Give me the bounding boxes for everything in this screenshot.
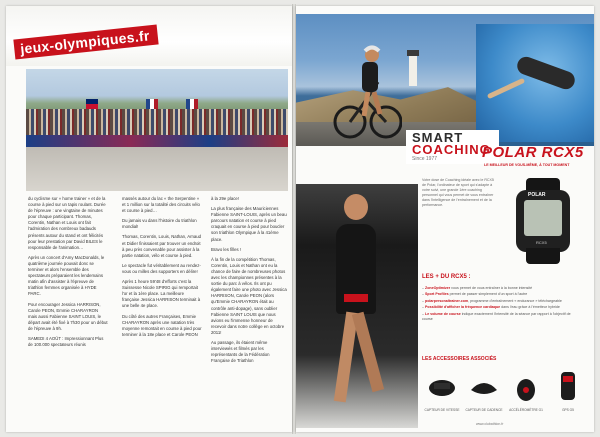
polar-tagline: LE MEILLEUR DE VOUS-MÊME, À TOUT MOMENT	[484, 163, 570, 167]
speed-sensor-icon	[426, 368, 458, 404]
course-barrier	[26, 135, 288, 147]
cyclist-figure	[332, 42, 402, 142]
cyclist-coastal-photo	[296, 14, 594, 146]
runner-leg	[352, 312, 384, 392]
watch-screen	[524, 200, 562, 236]
smart-text: SMART	[412, 130, 464, 145]
watch-strap	[526, 248, 560, 264]
header-banner	[6, 6, 292, 66]
feature-item: – Le volume de course indique exactement l'intensité de la séance par rapport à l'objectif de course	[422, 311, 571, 322]
french-flag-icon	[146, 99, 158, 109]
feature-item: – Possibilité d'afficher la fréquence cardiaque dans l'eau grâce à l'émetteur hybride	[422, 305, 560, 310]
features-list	[422, 286, 582, 323]
paragraph: Pour encourager Jessica HARRISON, Carole PEON, Emmie CHARAYRON mais aussi Fabienne SAINT LOUIS, le départ avait été fixé à 7h30 pour un début de l'épreuve à 9h.	[28, 301, 108, 331]
accessory-accelerometer	[506, 368, 546, 420]
feature-item: – ZoneOptimizer vous permet de vous entraîner à la bonne intensité	[422, 286, 533, 290]
product-model: RCX5	[541, 144, 584, 161]
article-column-3	[211, 196, 289, 368]
feature-item: – polarpersonaltrainer.com, programme d'entraînement « endurance » téléchargeable	[422, 298, 562, 303]
paragraph: Après un concert d'Amy MacDonalds, le quatrième journée pouvait donc se terminer et alors l'ensemble des spectateurs préparaient les lendemains matin afin d'assister à l'épreuve de triathlon femmes organisée à HYDE PARC.	[28, 254, 105, 297]
french-flag-icon	[186, 99, 198, 109]
accessory-label: CAPTEUR DE CADENCE	[465, 408, 503, 412]
paragraph: Bravo les filles !	[211, 246, 242, 252]
rcx5-watch-image	[510, 178, 576, 264]
watch-brand: POLAR	[528, 192, 546, 198]
polar-rcx5-logo	[482, 144, 584, 161]
accessory-label: ACCÉLÉROMÈTRE G1	[509, 408, 543, 412]
triathlon-crowd-photo	[26, 69, 288, 191]
paragraph: Après 1 heure 59'48 d'efforts c'est la Suissesse Nicole SPIRIG qui remportait l'or et la 1ère place. La meilleure française Jessica HARRISON terminait à une belle 4e place.	[122, 279, 201, 309]
accessories-title: LES ACCESSOIRES ASSOCIÉS	[422, 356, 497, 362]
gps-icon	[552, 368, 584, 404]
accessory-cadence-sensor	[464, 368, 504, 420]
swimmer-photo	[476, 24, 594, 142]
swimmer-arm	[487, 78, 525, 99]
right-page-advertisement	[296, 6, 594, 432]
coaching-text: COACHING	[412, 142, 491, 157]
paragraph: Au passage, ils étaient même interviewés et filmés par les représentants de la Fédération Française de Triathlon	[211, 339, 270, 364]
site-logo: jeux-olympiques.fr	[13, 25, 158, 60]
runner-belt	[344, 294, 368, 302]
polar-brand: POLAR	[482, 144, 537, 161]
paragraph: À la fin de la compétition Thomas, Corentin, Louis et Nathan ont eu la chance de faire de nombreuses photos avec les championnes présentes à la sortie du parc à vélos. Ils ont pu également faire une photo avec Jessica HARRISON, Carole PEON (alors qu'Emmie CHARAYRON était au contrôle anti-dopage), sans oublier Fabienne SAINT LOUIS que nous avions eu l'immense honneur de recevoir dans notre collège en octobre 2011!	[211, 256, 287, 335]
footer-url: www.clubathlon.fr	[476, 422, 504, 426]
runner-photo	[296, 184, 418, 428]
paragraph: La plus française des Mauriciennes Fabienne SAINT-LOUIS, après un beau parcours natation et course à pied craquait en course à pied pour boucler son triathlon Olympique à la 41ème place.	[211, 206, 287, 242]
accessory-gps	[548, 368, 588, 420]
paragraph: à la 29e place!	[211, 196, 239, 201]
feature-item: – Sport Profiles permet de passer simplement d'un sport à l'autre	[422, 292, 528, 297]
runner-head	[344, 194, 368, 220]
left-page	[6, 6, 292, 432]
paragraph: Thomas, Corentin, Louis, Nathan, Arnaud et Didier finissaient par trouver un endroit à peu près convenable pour assister à la partie natation, vélo et course à pied.	[122, 234, 202, 258]
paragraph: Du jamais vu dans l'histoire du triathlon mondial!	[122, 218, 197, 230]
lighthouse	[409, 56, 417, 86]
accessory-label: CAPTEUR DE VITESSE	[424, 408, 460, 412]
cadence-sensor-icon	[468, 368, 500, 404]
paragraph: SAMEDI 4 AOÛT : Impressionnant Plus de 100.000 spectateurs réunis	[28, 335, 104, 348]
paragraph: Le spectacle fut véritablement au rendez-vous ou milles des supporters en délire!	[122, 262, 201, 274]
spectator-crowd	[26, 109, 288, 137]
watch-model-label: RCX5	[536, 240, 547, 245]
paragraph: du cyclisme sur « home trainer » et de la course à pied sur un tapis roulant. Durée de l'épreuve : une vingtaine de minutes pour chaque participant. Thomas, Corentin, Nathan et Louis ont fait l'admiration des nombreux badauds présents autour du stand et ont félicités pour leur prestation par David BILES le responsable de l'animation…	[28, 196, 106, 250]
paragraph: Du côté des autres Françaises, Emmie CHARAYRON après une natation très moyenne remontait en course à pied pour terminer à la 18e place et Carole PEON	[122, 313, 202, 337]
swimmer-body	[515, 54, 578, 91]
accessory-speed-sensor	[422, 368, 462, 420]
features-title: LES + DU RCX5 :	[422, 274, 471, 280]
product-intro: Votre dose de Coaching idéale avec le RCX5 de Polar, l'ordinateur de sport qui s'adapte à votre suivi, une grande 1ère coaching personnel qui vous permet de vous entraîner dans l'intelligence de l'entraînement et de la performance.	[422, 178, 494, 207]
since-text: Since 1977	[412, 156, 438, 162]
accelerometer-icon	[510, 368, 542, 404]
article-column-2	[122, 196, 202, 342]
race-road	[26, 147, 288, 191]
union-flag-icon	[86, 99, 98, 109]
accessory-label: GPS G5	[562, 408, 574, 412]
article-column-1	[28, 196, 108, 352]
paragraph: massés autour du lac « the Serpentine » et 1 million sur la totalité des circuits vélo et course à pied…	[122, 196, 200, 214]
